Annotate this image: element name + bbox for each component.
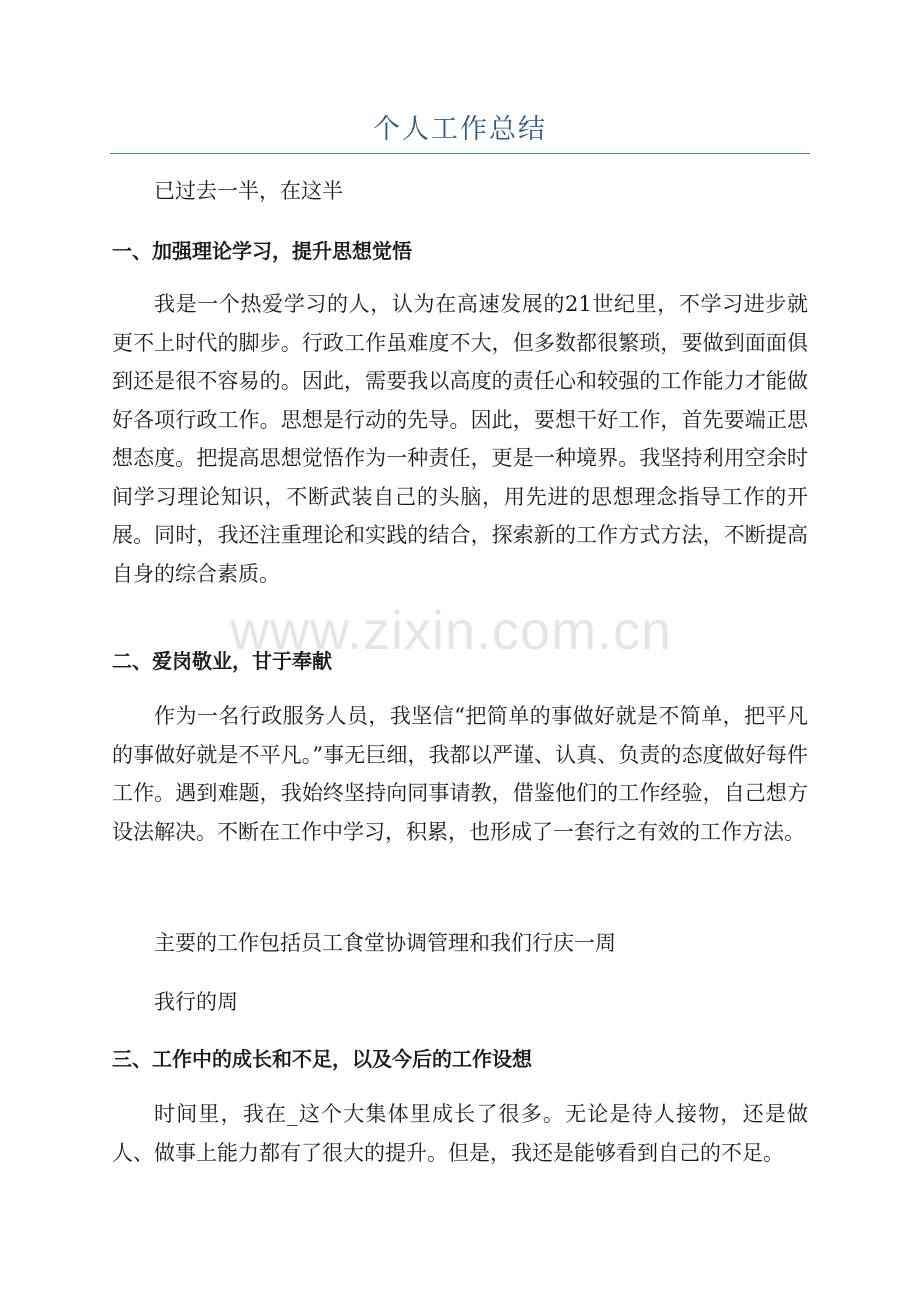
section-2-heading: 二、爱岗敬业，甘于奉献 — [112, 649, 332, 673]
document-title: 个人工作总结 — [373, 114, 547, 145]
section-1-heading: 一、加强理论学习，提升思想觉悟 — [112, 239, 412, 263]
watermark-text: www.zixin.com.cn — [230, 601, 673, 661]
section-2-paragraph-1: 作为一名行政服务人员，我坚信“把简单的事做好就是不简单，把平凡的事做好就是不平凡。”事无巨细，我都以严谨、认真、负责的态度做好每件工作。遇到难题，我始终坚持向同事请教，借鉴他们的工作经验，自己想方设法解决。不断在工作中学习，积累，也形成了一套行之有效的工作方法。 — [112, 704, 808, 844]
title-underline — [110, 153, 810, 154]
section-2-paragraph-2: 主要的工作包括员工食堂协调管理和我们行庆一周 — [154, 931, 616, 955]
section-1-paragraph-1: 我是一个热爱学习的人，认为在高速发展的21世纪里，不学习进步就更不上时代的脚步。行政工作虽难度不大，但多数都很繁琐，要做到面面俱到还是很不容易的。因此，需要我以高度的责任心和较强的工作能力才能做好各项行政工作。思想是行动的先导。因此，要想干好工作，首先要端正思想态度。把提高思想觉悟作为一种责任，更是一种境界。我坚持利用空余时间学习理论知识，不断武装自己的头脑，用先进的思想理念指导工作的开展。同时，我还注重理论和实践的结合，探索新的工作方式方法，不断提高自身的综合素质。 — [112, 292, 808, 586]
intro-paragraph: 已过去一半，在这半 — [154, 179, 343, 203]
section-3-paragraph-1: 时间里，我在_这个大集体里成长了很多。无论是待人接物，还是做人、做事上能力都有了很大的提升。但是，我还是能够看到自己的不足。 — [112, 1102, 808, 1165]
section-3-heading: 三、工作中的成长和不足，以及今后的工作设想 — [112, 1047, 532, 1071]
section-2-paragraph-3: 我行的周 — [154, 990, 238, 1014]
